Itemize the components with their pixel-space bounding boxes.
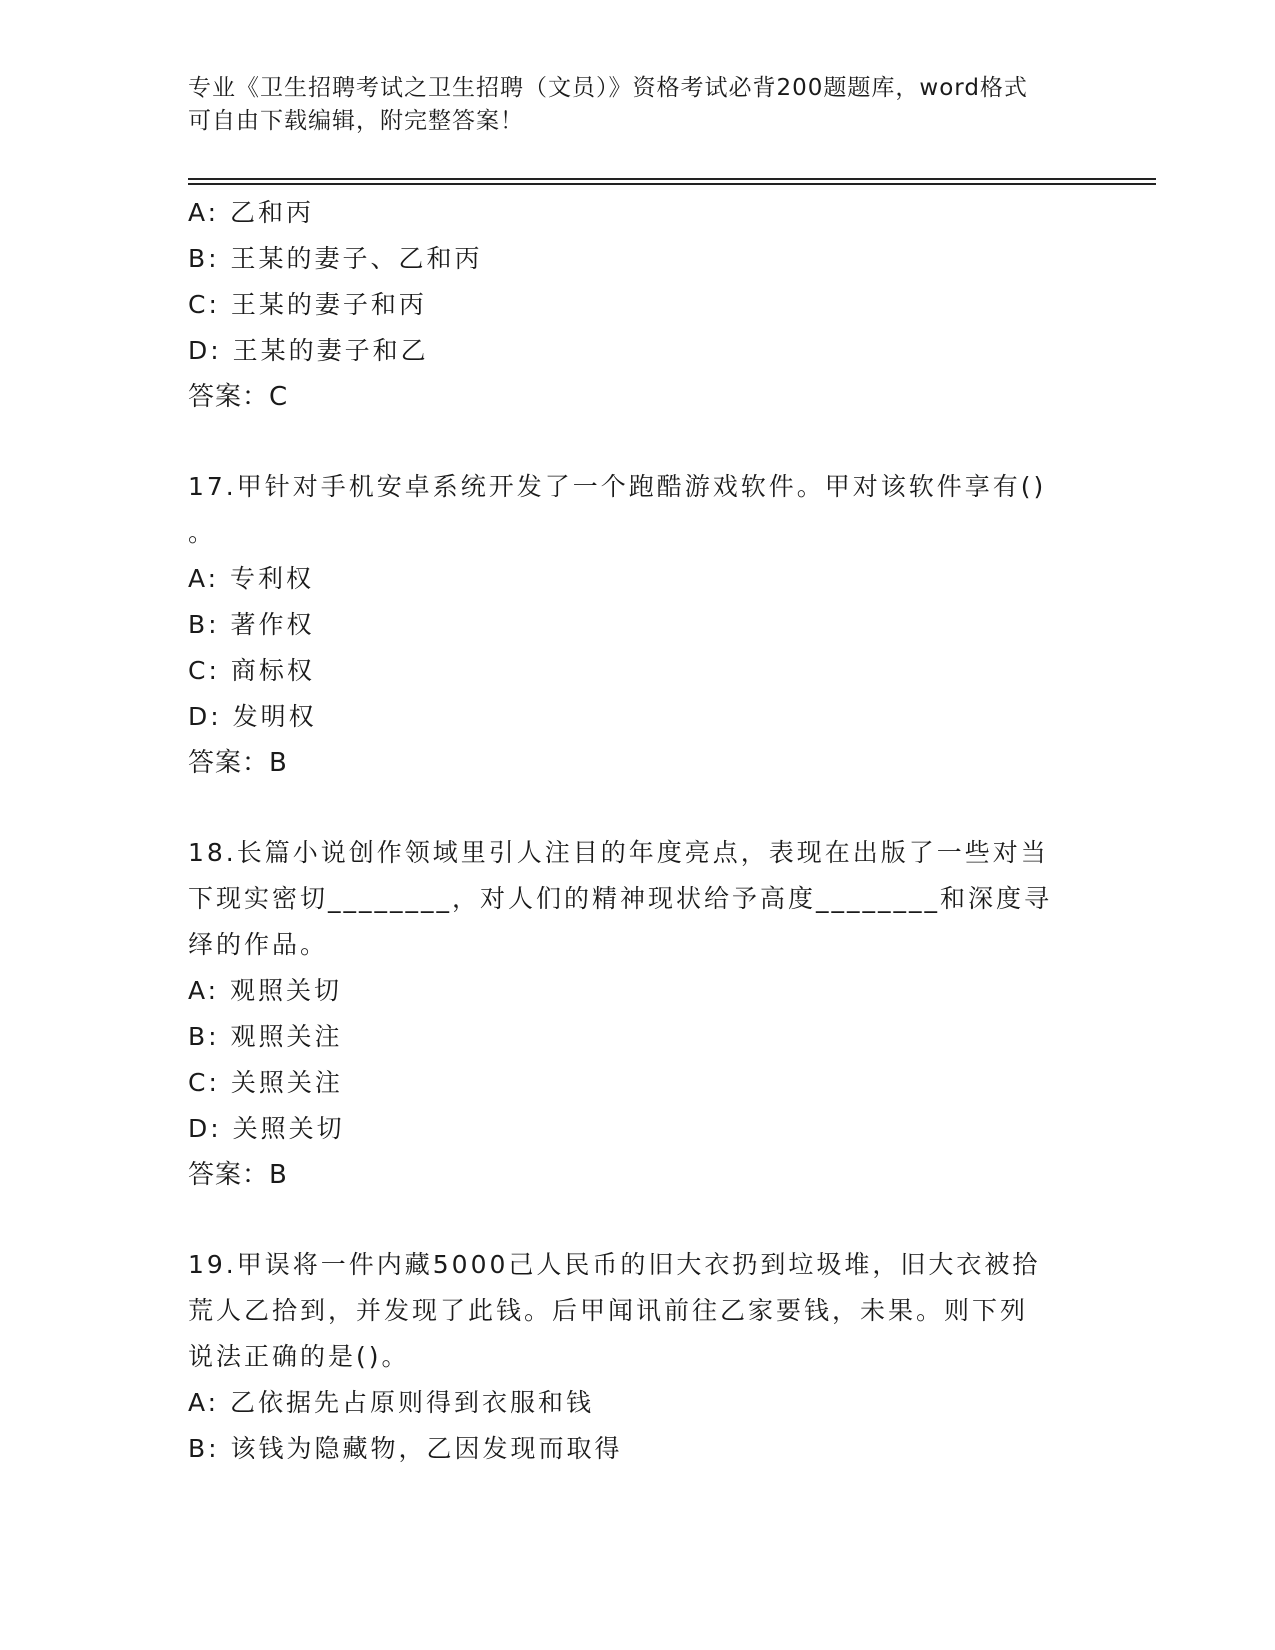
question-text-line: 荒人乙拾到，并发现了此钱。后甲闻讯前往乙家要钱，未果。则下列 — [188, 1296, 1029, 1325]
document-header — [188, 72, 1088, 138]
option-b: B: 观照关注 — [188, 1022, 343, 1051]
option-b: B: 著作权 — [188, 610, 315, 639]
question-18 — [188, 830, 1088, 1198]
option-b: B: 该钱为隐藏物，乙因发现而取得 — [188, 1434, 623, 1463]
answer: 答案：B — [188, 748, 288, 778]
question-17 — [188, 464, 1088, 786]
question-text-line: 。 — [188, 518, 217, 547]
option-c: C: 商标权 — [188, 656, 315, 685]
spacer — [188, 1198, 1088, 1242]
question-list — [188, 190, 1088, 1472]
answer: 答案：B — [188, 1160, 288, 1190]
option-d: D: 王某的妻子和乙 — [188, 336, 429, 365]
question-19 — [188, 1242, 1088, 1472]
header-rule-top — [188, 178, 1156, 180]
question-text-line: 17.甲针对手机安卓系统开发了一个跑酷游戏软件。甲对该软件享有() — [188, 472, 1047, 501]
option-c: C: 王某的妻子和丙 — [188, 290, 427, 319]
option-a: A: 专利权 — [188, 564, 315, 593]
header-line-1: 专业《卫生招聘考试之卫生招聘（文员）》资格考试必背200题题库，word格式 — [188, 75, 1028, 101]
question-text-line: 下现实密切________，对人们的精神现状给予高度________和深度寻 — [188, 884, 1053, 913]
option-d: D: 发明权 — [188, 702, 317, 731]
question-text-line: 18.长篇小说创作领域里引人注目的年度亮点，表现在出版了一些对当 — [188, 838, 1049, 867]
option-d: D: 关照关切 — [188, 1114, 345, 1143]
option-b: B: 王某的妻子、乙和丙 — [188, 244, 483, 273]
question-text-line: 19.甲误将一件内藏5000己人民币的旧大衣扔到垃圾堆，旧大衣被拾 — [188, 1250, 1041, 1279]
option-a: A: 乙和丙 — [188, 198, 315, 227]
option-a: A: 乙依据先占原则得到衣服和钱 — [188, 1388, 595, 1417]
spacer — [188, 786, 1088, 830]
header-line-2: 可自由下载编辑，附完整答案！ — [188, 108, 524, 134]
question-text-line: 说法正确的是()。 — [188, 1342, 410, 1371]
answer: 答案：C — [188, 382, 289, 412]
option-c: C: 关照关注 — [188, 1068, 343, 1097]
header-rule-bottom — [188, 183, 1156, 185]
option-a: A: 观照关切 — [188, 976, 343, 1005]
question-text-line: 绎的作品。 — [188, 930, 329, 959]
question-16-continued — [188, 190, 1088, 420]
spacer — [188, 420, 1088, 464]
